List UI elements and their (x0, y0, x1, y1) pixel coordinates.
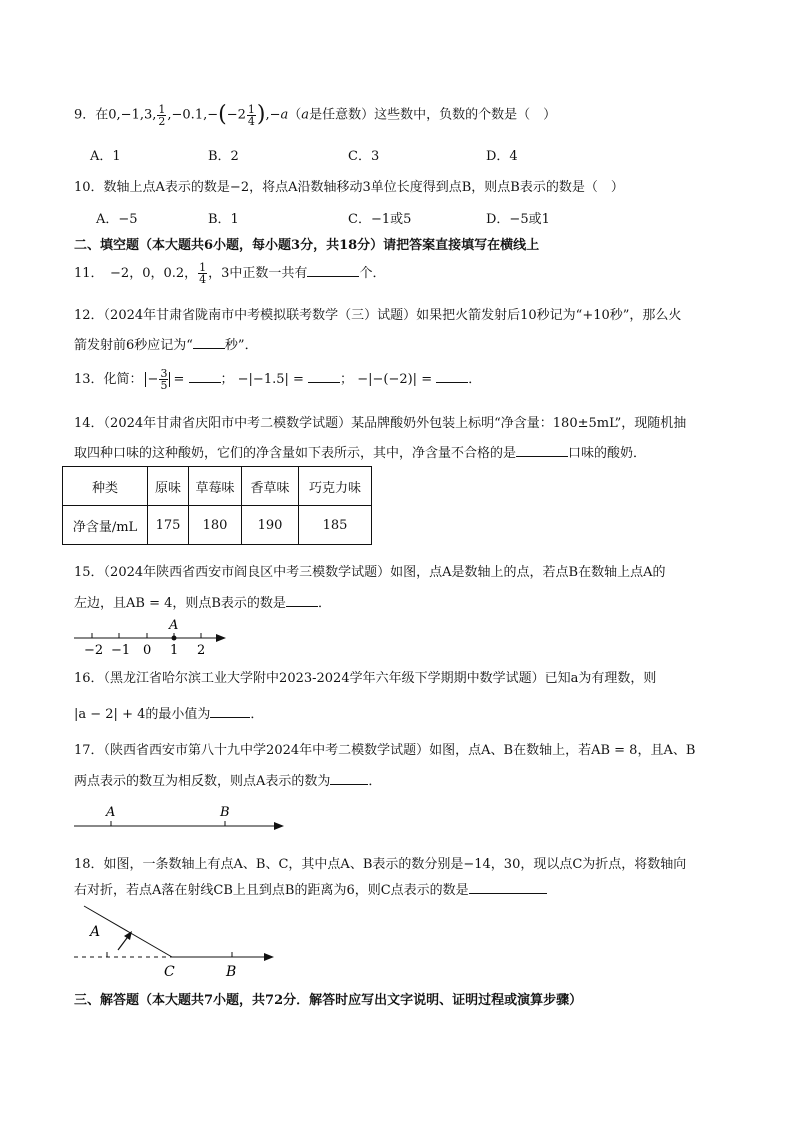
section-3-heading: 三、解答题（本大题共7小题，共72分．解答时应写出文字说明、证明过程或演算步骤） (74, 993, 583, 1008)
tick-label: 2 (197, 643, 206, 658)
answer-blank[interactable] (436, 370, 468, 383)
fraction: $\frac{1}{2}$ (158, 102, 166, 128)
q14-line2: 取四种口味的这种酸奶，它们的净含量如下表所示，其中，净含量不合格的是 口味的酸奶． (74, 446, 647, 461)
q11-stem: 11． −2，0，0.2， $\frac{1}{4}$ ，3中正数一共有 个． (74, 261, 386, 286)
q9-option-a[interactable]: A．1 (90, 149, 121, 164)
table-cell: 香草味 (242, 467, 299, 506)
answer-blank[interactable] (516, 444, 568, 457)
q10-option-a[interactable]: A．−5 (96, 212, 138, 227)
q10-option-c[interactable]: C．−1或5 (348, 212, 412, 227)
table-row (63, 467, 372, 506)
tick-label: 1 (170, 643, 179, 658)
section-2-heading: 二、填空题（本大题共6小题，每小题3分，共18分）请把答案直接填写在横线上 (74, 238, 540, 253)
point-c-label: C (164, 964, 175, 980)
fraction: $\frac{1}{4}$ (247, 102, 255, 128)
table-cell: 190 (242, 506, 299, 545)
net-content-table (62, 466, 372, 545)
fraction: $\frac{3}{5}$ (160, 367, 168, 392)
tick-label: −2 (84, 643, 104, 658)
q15-number-line (70, 612, 240, 658)
answer-blank[interactable] (286, 594, 318, 607)
q18-line2: 右对折，若点A落在射线CB上且到点B的距离为6，则C点表示的数是 (74, 879, 547, 898)
q10-option-d[interactable]: D．−5或1 (486, 212, 550, 227)
point-a-dot (172, 636, 177, 641)
table-cell: 175 (148, 506, 189, 545)
answer-blank[interactable] (307, 264, 359, 277)
answer-blank[interactable] (193, 336, 225, 349)
q10-option-b[interactable]: B．1 (208, 212, 239, 227)
q18-line1: 18．如图，一条数轴上有点A、B、C，其中点A、B表示的数分别是−14，30，现以点C为折点，将数轴向 (74, 857, 687, 872)
q9-stem: 9．在0,−1,3, $\frac{1}{2}$ ,−0.1,−(−2 $\frac{1}{4}$ ),−a（a是任意数）这些数中，负数的个数是（ ） (74, 102, 557, 128)
q17-line1: 17．（陕西省西安市第八十九中学2024年中考二模数学试题）如图，点A、B在数轴上，若AB = 8，且A、B (74, 743, 696, 758)
q18-fold-figure (70, 900, 280, 980)
point-b-label: B (226, 964, 237, 980)
q17-line2: 两点表示的数互为相反数，则点A表示的数为 ． (74, 774, 382, 789)
answer-blank[interactable] (469, 881, 547, 894)
q16-line1: 16．（黑龙江省哈尔滨工业大学附中2023-2024学年六年级下学期期中数学试题）已知a为有理数，则 (74, 671, 657, 686)
q12-line1: 12．（2024年甘肃省陇南市中考模拟联考数学（三）试题）如果把火箭发射后10秒记为“+10秒”，那么火 (74, 308, 682, 323)
table-cell: 净含量/mL (63, 506, 148, 545)
answer-blank[interactable] (308, 370, 340, 383)
answer-blank[interactable] (330, 772, 368, 785)
axis-arrow (216, 634, 226, 642)
table-cell: 185 (299, 506, 372, 545)
q15-line1: 15．（2024年陕西省西安市阎良区中考三模数学试题）如图，点A是数轴上的点，若点B在数轴上点A的 (74, 565, 666, 580)
fraction: $\frac{1}{4}$ (199, 261, 207, 286)
table-cell: 草莓味 (189, 467, 242, 506)
point-a-label: A (90, 924, 101, 940)
table-cell: 种类 (63, 467, 148, 506)
tick-label: 0 (143, 643, 152, 658)
q12-line2: 箭发射前6秒应记为“ 秒”． (74, 338, 258, 353)
q15-line2: 左边，且AB = 4，则点B表示的数是 ． (74, 596, 331, 611)
q13-stem: 13．化简： − $\frac{3}{5}$ = ； −|−1.5| = ； −|−(−2)| = ． (74, 367, 482, 392)
q9-option-b[interactable]: B．2 (208, 149, 239, 164)
point-a-label: A (169, 618, 179, 633)
q14-line1: 14．（2024年甘肃省庆阳市中考二模数学试题）某品牌酸奶外包装上标明“净含量：180±5mL”，现随机抽 (74, 416, 687, 431)
answer-blank[interactable] (210, 705, 250, 718)
table-cell: 巧克力味 (299, 467, 372, 506)
q10-stem: 10．数轴上点A表示的数是−2，将点A沿数轴移动3单位长度得到点B，则点B表示的数是（ ） (74, 180, 624, 195)
q16-line2: |a − 2| + 4的最小值为 ． (74, 707, 264, 722)
q17-number-line (70, 800, 290, 836)
q9-option-d[interactable]: D．4 (486, 149, 518, 164)
point-b-label: B (220, 805, 230, 820)
table-row (63, 506, 372, 545)
q9-option-c[interactable]: C．3 (348, 149, 380, 164)
table-cell: 原味 (148, 467, 189, 506)
axis-arrow (274, 822, 284, 830)
table-cell: 180 (189, 506, 242, 545)
fold-arrow-head (124, 931, 132, 940)
answer-blank[interactable] (189, 370, 221, 383)
axis-arrow (264, 953, 274, 961)
tick-label: −1 (111, 643, 131, 658)
point-a-label: A (106, 805, 116, 820)
